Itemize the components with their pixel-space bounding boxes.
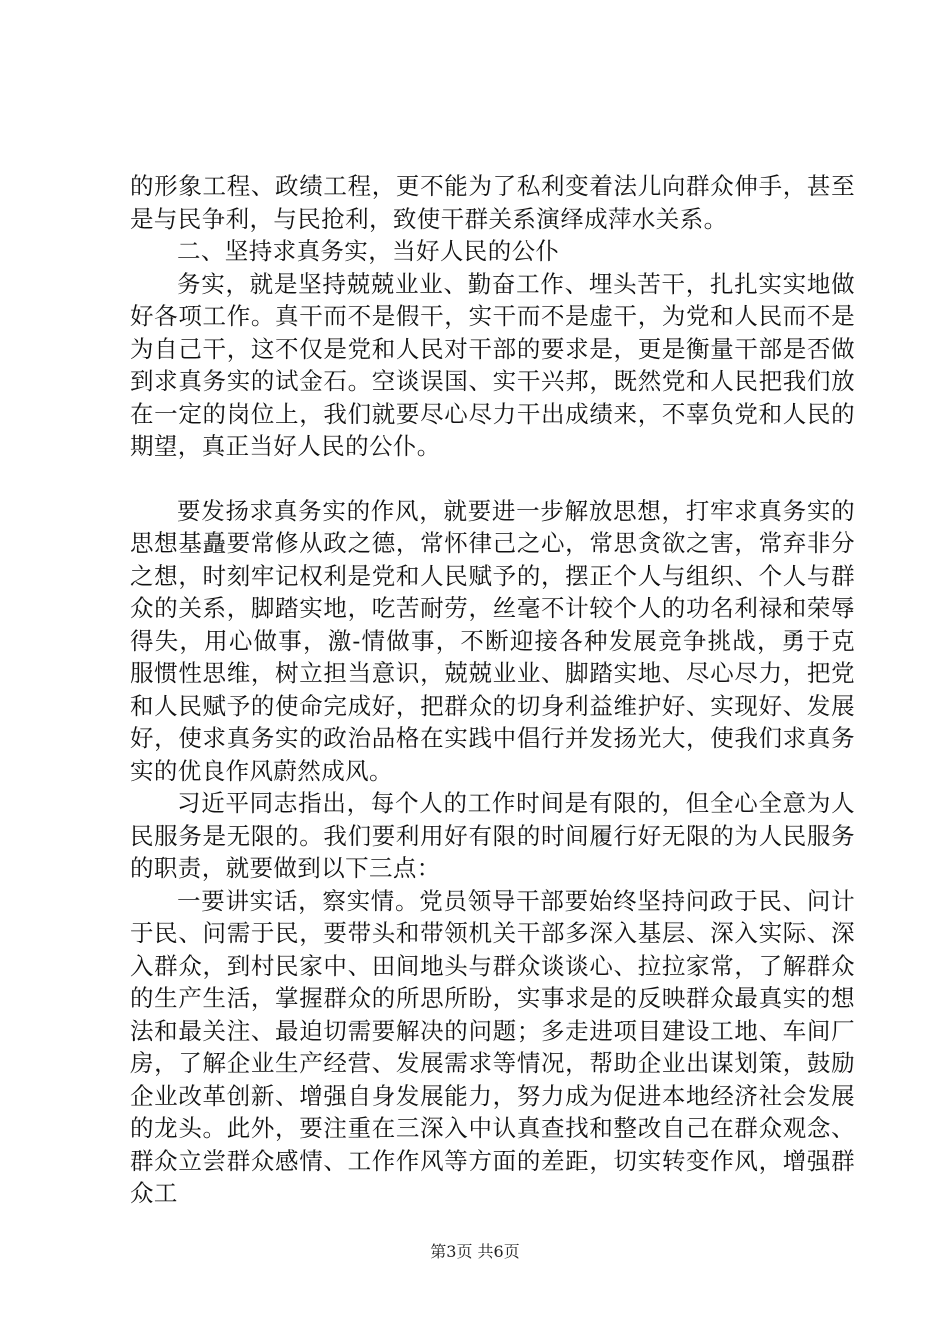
section-heading: 二、坚持求真务实，当好人民的公仆 — [177, 237, 560, 265]
paragraph: 务实，就是坚持兢兢业业、勤奋工作、埋头苦干，扎扎实实地做好各项工作。真干而不是假干，实干而不是虚干，为党和人民而不是为自己干，这不仅是党和人民对干部的要求是，更是衡量干部是否做到求真务实的试金石。空谈误国、实干兴邦，既然党和人民把我们放在一定的岗位上，我们就要尽心尽力干出成绩来，不辜负党和人民的期望，真正当好人民的公仆。 — [130, 269, 855, 460]
paragraph: 一要讲实话，察实情。党员领导干部要始终坚持问政于民、问计于民、问需于民，要带头和带领机关干部多深入基层、深入实际、深入群众，到村民家中、田间地头与群众谈谈心、拉拉家常，了解群众的生产生活，掌握群众的所思所盼，实事求是的反映群众最真实的想法和最关注、最迫切需要解决的问题；多走进项目建设工地、车间厂房，了解企业生产经营、发展需求等情况，帮助企业出谋划策，鼓励企业改革创新、增强自身发展能力，努力成为促进本地经济社会发展的龙头。此外，要注重在三深入中认真查找和整改自己在群众观念、群众立尝群众感情、工作作风等方面的差距，切实转变作风，增强群众工 — [130, 886, 855, 1207]
paragraph: 习近平同志指出，每个人的工作时间是有限的，但全心全意为人民服务是无限的。我们要利用好有限的时间履行好无限的为人民服务的职责，就要做到以下三点： — [130, 789, 855, 882]
page-number-footer: 第3页 共6页 — [430, 1242, 520, 1261]
document-body — [130, 170, 855, 1210]
paragraph: 要发扬求真务实的作风，就要进一步解放思想，打牢求真务实的思想基矗要常修从政之德，常怀律己之心，常思贪欲之害，常弃非分之想，时刻牢记权利是党和人民赋予的，摆正个人与组织、个人与群众的关系，脚踏实地，吃苦耐劳，丝毫不计较个人的功名利禄和荣辱得失，用心做事，激-情做事，不断迎接各种发展竞争挑战，勇于克服惯性思维，树立担当意识，兢兢业业、脚踏实地、尽心尽力，把党和人民赋予的使命完成好，把群众的切身利益维护好、实现好、发展好，使求真务实的政治品格在实践中倡行并发扬光大，使我们求真务实的优良作风蔚然成风。 — [130, 496, 855, 785]
paragraph-continuation: 的形象工程、政绩工程，更不能为了私利变着法儿向群众伸手，甚至是与民争利，与民抢利，致使干群关系演绎成萍水关系。 — [130, 172, 855, 233]
